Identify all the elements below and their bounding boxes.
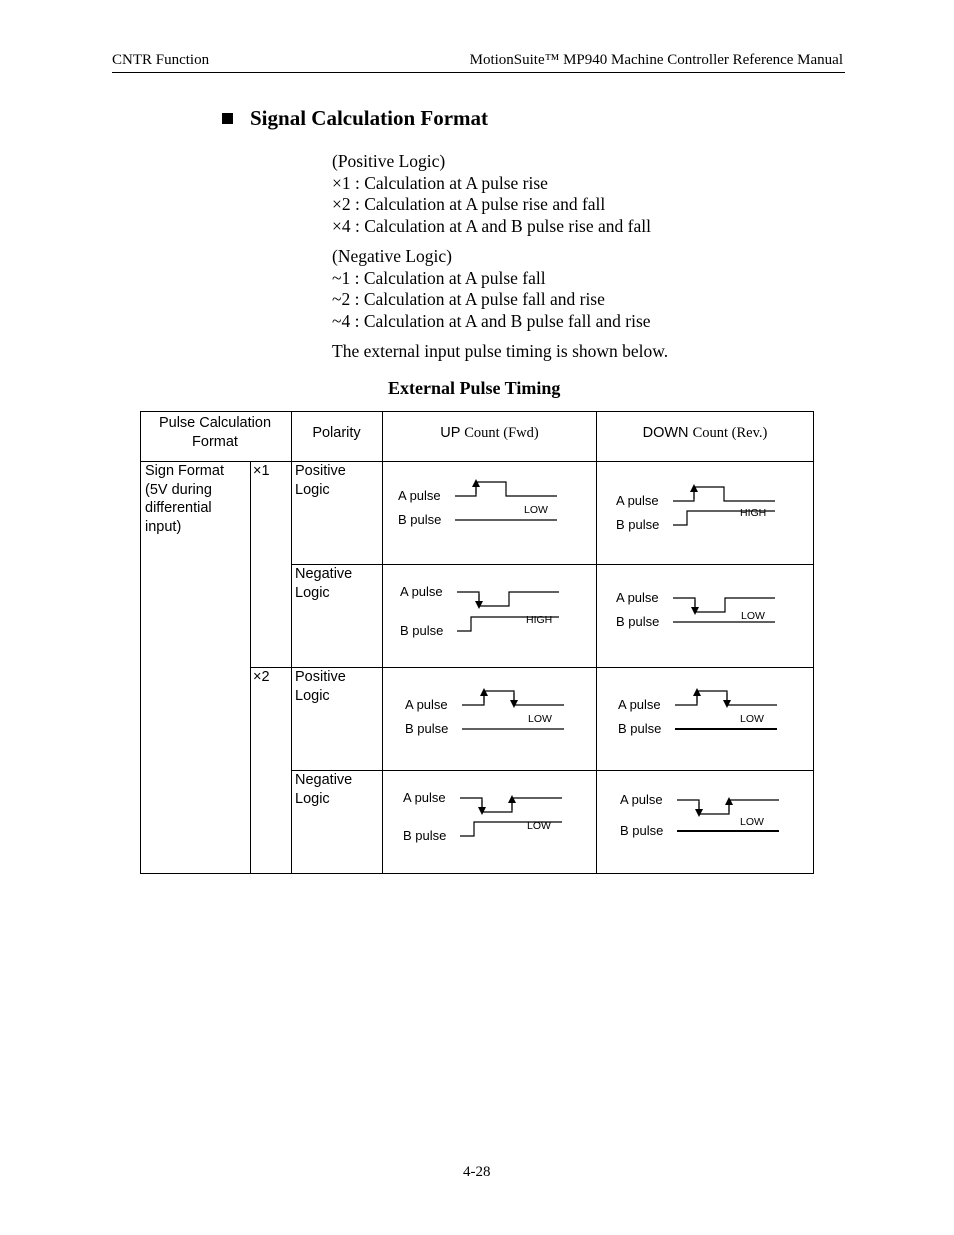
low-level-label: LOW (527, 820, 551, 832)
negative-logic-heading: (Negative Logic) (332, 246, 453, 266)
page-number: 4-28 (463, 1164, 491, 1180)
section-title (222, 106, 488, 131)
sign-format-cell: Sign Format (5V during differential input) (145, 463, 224, 535)
b-pulse-label: B pulse (400, 623, 444, 638)
header-up-count (383, 424, 596, 443)
b-pulse-label: B pulse (405, 721, 449, 736)
header-down-main: DOWN (642, 425, 689, 441)
negative-logic-block (332, 246, 651, 332)
negative-logic-line: ~1 : Calculation at A pulse fall (332, 267, 546, 288)
b-pulse-label: B pulse (616, 614, 660, 629)
low-level-label: LOW (741, 610, 765, 622)
positive-logic-line: ×1 : Calculation at A pulse rise (332, 172, 548, 193)
b-pulse-label: B pulse (618, 721, 662, 736)
polarity-negative-x2: Negative Logic (295, 772, 353, 807)
a-pulse-label: A pulse (398, 488, 441, 503)
header-manual-title: MotionSuite™ MP940 Machine Controller Reference Manual (469, 52, 843, 68)
positive-logic-heading: (Positive Logic) (332, 151, 446, 171)
polarity-positive-x2: Positive Logic (295, 669, 346, 704)
a-pulse-label: A pulse (400, 584, 443, 599)
multiplier-x1: ×1 (253, 463, 270, 479)
a-pulse-waveform (457, 592, 559, 606)
a-pulse-waveform (675, 691, 777, 705)
header-down-count (597, 424, 813, 443)
a-pulse-label: A pulse (616, 590, 659, 605)
header-rule (112, 72, 845, 73)
header-down-sub: Count (Rev.) (692, 425, 768, 441)
header-format: Pulse Calculation Format (158, 415, 272, 450)
section-title-text: Signal Calculation Format (250, 106, 489, 130)
waveforms (455, 482, 779, 836)
a-pulse-label: A pulse (405, 697, 448, 712)
multiplier-x2: ×2 (253, 669, 270, 685)
high-level-label: HIGH (526, 614, 553, 626)
header-up-sub: Count (Fwd) (464, 425, 539, 441)
high-level-label: HIGH (740, 507, 767, 519)
a-pulse-label: A pulse (620, 792, 663, 807)
positive-logic-line: ×4 : Calculation at A and B pulse rise and fall (332, 215, 651, 236)
a-pulse-waveform (460, 798, 562, 812)
figure-title: External Pulse Timing (388, 378, 561, 398)
low-level-label: LOW (528, 713, 552, 725)
a-pulse-label: A pulse (618, 697, 661, 712)
a-pulse-label: A pulse (403, 790, 446, 805)
b-pulse-label: B pulse (620, 823, 664, 838)
a-pulse-waveform (673, 487, 775, 501)
low-level-label: LOW (524, 504, 548, 516)
a-pulse-waveform (677, 800, 779, 814)
header-up-main: UP (440, 425, 461, 441)
positive-logic-line: ×2 : Calculation at A pulse rise and fall (332, 194, 606, 214)
a-pulse-label: A pulse (616, 493, 659, 508)
square-bullet-icon (222, 113, 233, 124)
pulse-timing-table (140, 411, 814, 874)
b-pulse-label: B pulse (403, 828, 447, 843)
header-polarity: Polarity (312, 425, 361, 441)
polarity-negative-x1: Negative Logic (295, 566, 353, 601)
a-pulse-waveform (455, 482, 557, 496)
negative-logic-line: ~4 : Calculation at A and B pulse fall and rise (332, 310, 651, 331)
positive-logic-block (332, 151, 651, 237)
header-section-name: CNTR Function (112, 52, 210, 68)
negative-logic-line: ~2 : Calculation at A pulse fall and rise (332, 289, 605, 309)
intro-sentence: The external input pulse timing is shown below. (332, 341, 669, 361)
polarity-positive-x1: Positive Logic (295, 463, 346, 498)
b-pulse-label: B pulse (616, 517, 660, 532)
low-level-label: LOW (740, 713, 764, 725)
b-pulse-label: B pulse (398, 512, 442, 527)
a-pulse-waveform (462, 691, 564, 705)
low-level-label: LOW (740, 816, 764, 828)
